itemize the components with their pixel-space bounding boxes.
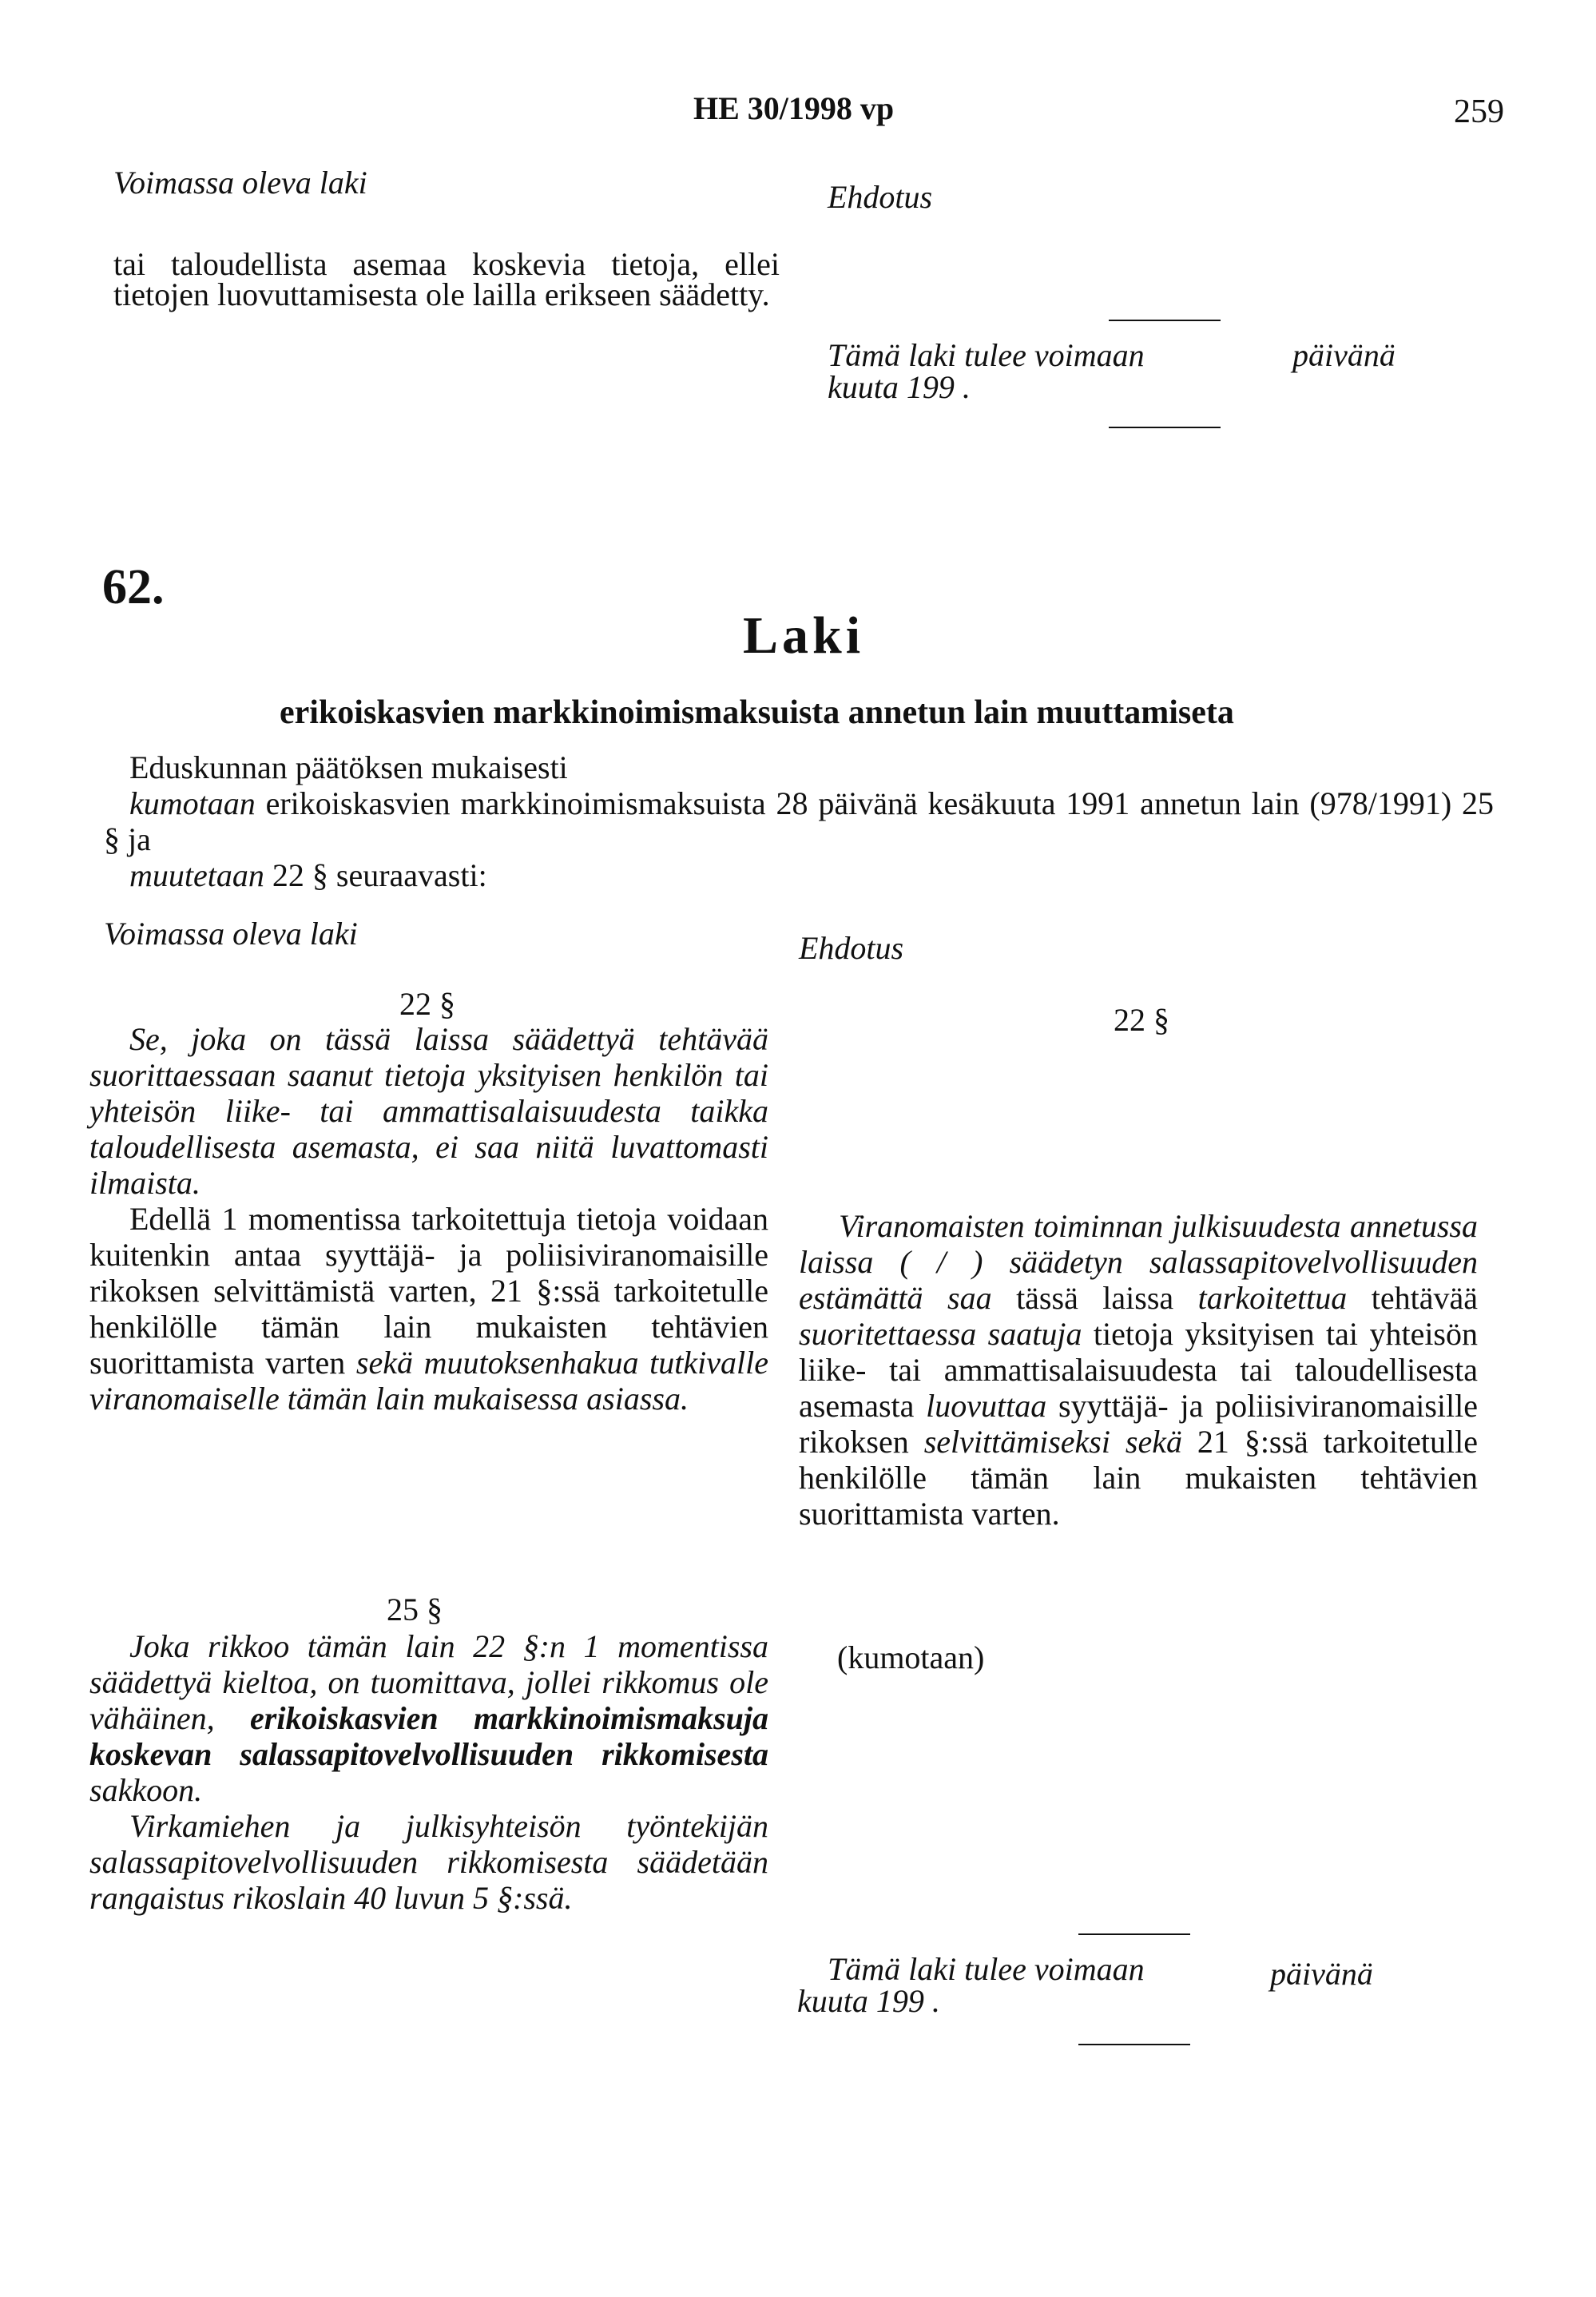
section-25-proposal-repealed: (kumotaan) <box>837 1639 985 1675</box>
entry-into-force-text: Tämä laki tulee voimaan <box>828 337 1145 373</box>
entry-into-force-month: kuuta 199 . <box>828 369 971 405</box>
running-title: HE 30/1998 vp <box>693 90 895 126</box>
section-25-current <box>89 1628 768 1916</box>
proposal-text-italic: suoritettaessa saatuja <box>799 1316 1082 1352</box>
proposal-text-italic: luovuttaa <box>926 1388 1047 1424</box>
column-heading-proposal: Ehdotus <box>799 930 904 966</box>
law-subtitle: erikoiskasvien markkinoimismaksuista annetun lain muuttamiseta <box>280 694 1234 731</box>
section-25-text-bold: erikoiskasvien markkinoimismaksuja koskevan salassapitovelvollisuuden rikkomisesta <box>89 1700 768 1772</box>
proposal-text-italic: selvittämiseksi sekä <box>923 1424 1182 1460</box>
proposal-text: tehtävää <box>1347 1280 1478 1316</box>
section-heading-22-proposal: 22 § <box>1114 1002 1169 1038</box>
proposal-text: tässä laissa <box>991 1280 1198 1316</box>
preamble <box>104 749 1494 893</box>
proposal-text: 21 §:ssä tarkoitetulle henkilölle tämän lain mukaisten tehtävien suorittamista varten. <box>799 1424 1478 1532</box>
section-22-current-paragraph-2-text: Edellä 1 momentissa tarkoitettuja tietoja voidaan kuitenkin antaa syyttäjä- ja poliisiviranomaisille rikoksen selvittämistä varten, 21 §:ssä tarkoitetulle henkilölle tämän lain mukaisten tehtävien suorittamista varten <box>89 1201 768 1381</box>
proposal-text: tietoja yksityisen tai yhteisön liike- tai ammattisalaisuudesta tai taloudellisesta asemasta <box>799 1316 1478 1424</box>
column-heading-current-law: Voimassa oleva laki <box>104 916 358 952</box>
current-law-text: tai taloudellista asemaa koskevia tietoja, ellei tietojen luovuttamisesta ole lailla erikseen säädetty. <box>113 246 780 312</box>
proposal-text-italic: Viranomaisten toiminnan julkisuudesta annetussa laissa ( / ) säädetyn salassapitovelvollisuuden estämättä saa <box>799 1208 1478 1316</box>
section-25-current-paragraph-1 <box>89 1628 768 1808</box>
section-heading-25-current: 25 § <box>387 1592 443 1627</box>
section-25-text-italic: sakkoon. <box>89 1772 203 1808</box>
section-22-current-paragraph-2 <box>89 1201 768 1417</box>
entry-into-force-text: Tämä laki tulee voimaan <box>828 1951 1145 1987</box>
divider-line <box>1109 427 1221 428</box>
divider-line <box>1078 2044 1190 2045</box>
divider-line <box>1078 1933 1190 1935</box>
section-22-proposal <box>799 1208 1478 1532</box>
page-number: 259 <box>1454 93 1504 130</box>
proposal-text-italic: tarkoitettua <box>1197 1280 1348 1316</box>
preamble-amend <box>104 857 1494 893</box>
preamble-line: Eduskunnan päätöksen mukaisesti <box>129 749 568 785</box>
entry-into-force-day: päivänä <box>1292 337 1396 373</box>
section-25-current-paragraph-2: Virkamiehen ja julkisyhteisön työntekijän salassapitovelvollisuuden rikkomisesta säädetään rangaistus rikoslain 40 luvun 5 §:ssä. <box>89 1808 768 1916</box>
section-heading-22-current: 22 § <box>399 986 455 1022</box>
entry-into-force-day: päivänä <box>1270 1956 1373 1992</box>
section-22-current-paragraph-1: Se, joka on tässä laissa säädettyä tehtävää suorittaessaan saanut tietoja yksityisen henkilön tai yhteisön liike- tai ammattisalaisuudesta taikka taloudellisesta asemasta, ei saa niitä luvattomasti ilmaista. <box>89 1021 768 1201</box>
preamble-repeal-text: erikoiskasvien markkinoimismaksuista 28 päivänä kesäkuuta 1991 annetun lain (978/1991) 25 § ja <box>104 785 1494 857</box>
column-heading-current-law: Voimassa oleva laki <box>113 165 367 201</box>
column-heading-proposal: Ehdotus <box>828 179 933 215</box>
law-title: Laki <box>743 606 865 665</box>
keyword-amend: muutetaan <box>129 857 264 893</box>
section-25-text-italic: Joka rikkoo tämän lain 22 §:n 1 momentissa säädettyä kieltoa, on tuomittava, jollei rikkomus ole vähäinen, <box>89 1628 768 1736</box>
preamble-amend-text: 22 § seuraavasti: <box>264 857 487 893</box>
entry-into-force-month: kuuta 199 . <box>797 1983 940 2019</box>
proposal-text: syyttäjä- ja poliisiviranomaisille rikoksen <box>799 1388 1479 1460</box>
section-number: 62. <box>102 560 165 614</box>
preamble-repeal <box>104 785 1494 857</box>
keyword-repeal: kumotaan <box>129 785 256 821</box>
section-22-current-paragraph-2-italic: sekä muutoksenhakua tutkivalle viranomaiselle tämän lain mukaisessa asiassa. <box>89 1345 768 1417</box>
divider-line <box>1109 320 1221 321</box>
section-22-current <box>89 1021 768 1417</box>
